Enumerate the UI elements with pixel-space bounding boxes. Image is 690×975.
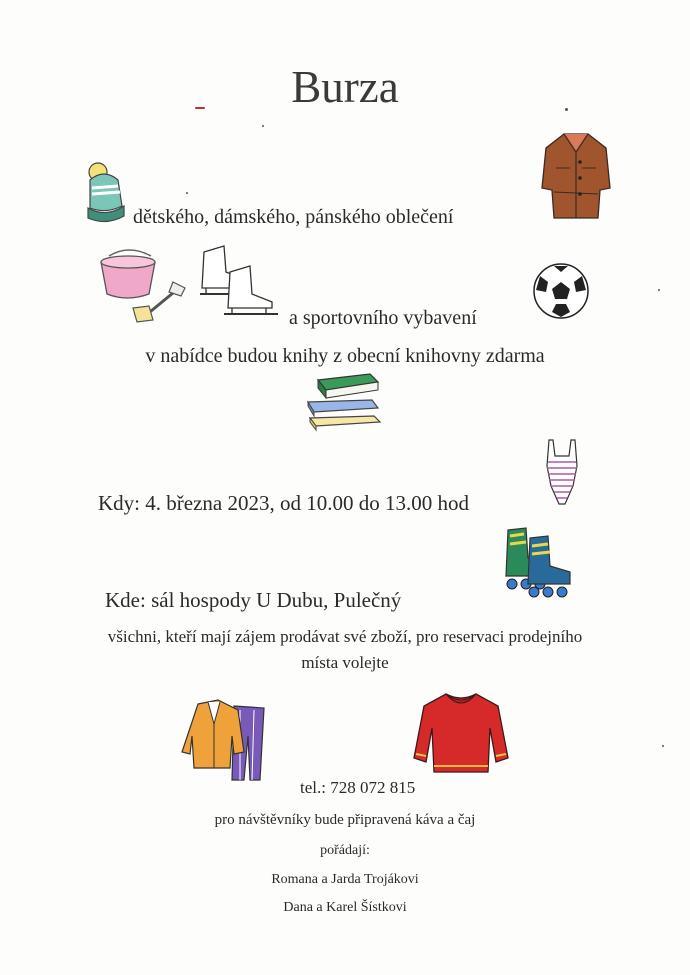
speck	[195, 107, 205, 109]
clothing-line: dětského, dámského, pánského oblečení	[133, 206, 454, 228]
speck	[186, 192, 188, 194]
soccer-ball-icon	[532, 262, 590, 320]
winter-hat-icon	[78, 158, 130, 226]
swimsuit-icon	[541, 436, 583, 508]
organizer-1: Romana a Jarda Trojákovi	[271, 872, 419, 887]
sellers-note-line2: místa volejte	[301, 652, 389, 672]
ice-skates-icon	[196, 242, 284, 320]
speck	[658, 289, 660, 291]
books-icon	[304, 370, 384, 432]
organizer-2: Dana a Karel Šístkovi	[283, 900, 407, 915]
visitors-note: pro návštěvníky bude připravená káva a čaj	[214, 812, 476, 828]
coat-icon	[540, 128, 612, 222]
speck	[262, 125, 264, 127]
suit-icon	[180, 696, 270, 782]
where-line: Kde: sál hospody U Dubu, Pulečný	[105, 588, 402, 612]
organizers-label: pořádají:	[320, 843, 370, 858]
phone-number: tel.: 728 072 815	[300, 778, 416, 797]
sport-line: a sportovního vybavení	[289, 307, 477, 329]
sellers-note-line1: všichni, kteří mají zájem prodávat své zboží, pro reservaci prodejního	[107, 627, 583, 646]
speck	[662, 745, 664, 747]
sellers-note	[0, 624, 690, 675]
when-line: Kdy: 4. března 2023, od 10.00 do 13.00 hod	[98, 491, 469, 515]
rollerblades-icon	[500, 524, 580, 600]
speck	[565, 108, 568, 111]
sweater-icon	[412, 688, 510, 778]
books-line: v nabídce budou knihy z obecní knihovny zdarma	[145, 345, 545, 367]
poster-title: Burza	[291, 62, 399, 112]
sand-bucket-icon	[95, 242, 187, 324]
